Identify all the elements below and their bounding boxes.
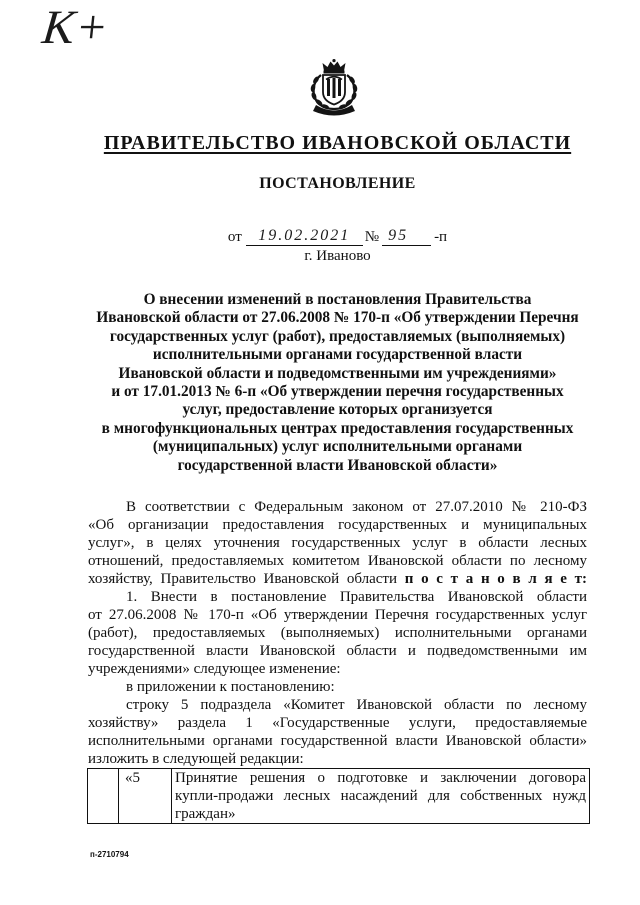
subject-title-line: в многофункциональных центрах предоставления государственных — [101, 419, 574, 437]
table-cell-blank — [88, 769, 119, 824]
decree-verb: п о с т а н о в л я е т: — [404, 571, 588, 587]
table-cell-number: «5 — [119, 769, 172, 824]
subject-title-line: О внесении изменений в постановления Правительства — [143, 291, 532, 308]
number-suffix: -п — [434, 229, 448, 245]
subject-title-line: (муниципальных) услуг исполнительными органами — [152, 438, 523, 456]
body-line: В соответствии с Федеральным законом от 27.07.2010 № 210-ФЗ — [126, 499, 587, 515]
authority-title: ПРАВИТЕЛЬСТВО ИВАНОВСКОЙ ОБЛАСТИ — [103, 132, 572, 154]
body-line: учреждениями» следующее изменение: — [88, 661, 341, 677]
body-paragraph-row-5 — [88, 696, 587, 768]
table-cell-line: купли-продажи лесных насаждений для собственных нужд — [175, 788, 586, 804]
subject-title-line: государственной власти Ивановской области» — [177, 456, 498, 474]
body-line: услуг», в целях уточнения государственных услуг в области лесных — [88, 535, 587, 551]
document-city: г. Иваново — [304, 248, 371, 264]
amendment-table — [87, 768, 590, 824]
subject-title-line: исполнительными органами государственной власти — [152, 346, 523, 364]
document-registry-code: п-2710794 — [90, 850, 129, 859]
body-paragraph-appendix — [88, 678, 587, 696]
body-line — [88, 570, 587, 588]
emblem-crown — [323, 59, 346, 74]
subject-title-line: Ивановской области и подведомственными им учреждениями» — [118, 364, 557, 382]
number-field — [382, 227, 431, 246]
body-line-text: хозяйству, Правительство Ивановской области — [88, 571, 398, 587]
emblem-ribbon — [313, 105, 355, 116]
body-paragraph-item-1 — [88, 588, 587, 678]
subject-title-line: государственных услуг (работ), предоставляемых (выполняемых) — [109, 327, 566, 345]
table-cell-line: Принятие решения о подготовке и заключении договора — [175, 770, 586, 786]
handwritten-mark: К+ — [39, 1, 112, 54]
subject-title-line: услуг, предоставление которых организуется — [182, 401, 493, 419]
table-cell-line: граждан» — [175, 806, 236, 822]
body-line: 1. Внести в постановление Правительства Ивановской области — [126, 589, 587, 605]
table-row — [88, 769, 590, 824]
subject-title-line: и от 17.01.2013 № 6-п «Об утверждении перечня государственных — [111, 382, 564, 400]
table-cell-service — [172, 769, 590, 824]
document-type-title: ПОСТАНОВЛЕНИЕ — [259, 175, 416, 192]
date-prefix: от — [227, 229, 242, 245]
body-paragraph-preamble — [88, 498, 587, 588]
document-body — [88, 498, 587, 768]
body-line: государственной власти Ивановской области и подведомственными им — [88, 643, 587, 659]
handwritten-date: 19.02.2021 — [258, 227, 351, 244]
body-line: исполнительными органами государственной власти Ивановской области» — [88, 733, 587, 749]
coat-of-arms-icon — [303, 58, 365, 116]
emblem-shield — [323, 75, 345, 105]
body-line: от 27.06.2008 № 170-п «Об утверждении Перечня государственных услуг — [88, 607, 587, 623]
body-line: в приложении к постановлению: — [126, 679, 335, 695]
body-line: хозяйству» раздела 1 «Государственные услуги, предоставляемые — [88, 715, 587, 731]
number-sign: № — [364, 229, 380, 245]
handwritten-number: 95 — [388, 227, 409, 244]
document-subject-title — [88, 291, 587, 475]
date-field — [246, 227, 363, 246]
subject-title-line: Ивановской области от 27.06.2008 № 170-п «Об утверждении Перечня — [96, 309, 579, 327]
body-line: «Об организации предоставления государственных и муниципальных — [88, 517, 587, 533]
body-line: отношений, предоставляемых комитетом Ивановской области по лесному — [88, 553, 587, 569]
body-line: строку 5 подраздела «Комитет Ивановской области по лесному — [126, 697, 587, 713]
document-date-row — [88, 226, 587, 246]
body-line: (работ), предоставляемых (выполняемых) исполнительными органами — [88, 625, 587, 641]
body-line: изложить в следующей редакции: — [88, 751, 304, 767]
